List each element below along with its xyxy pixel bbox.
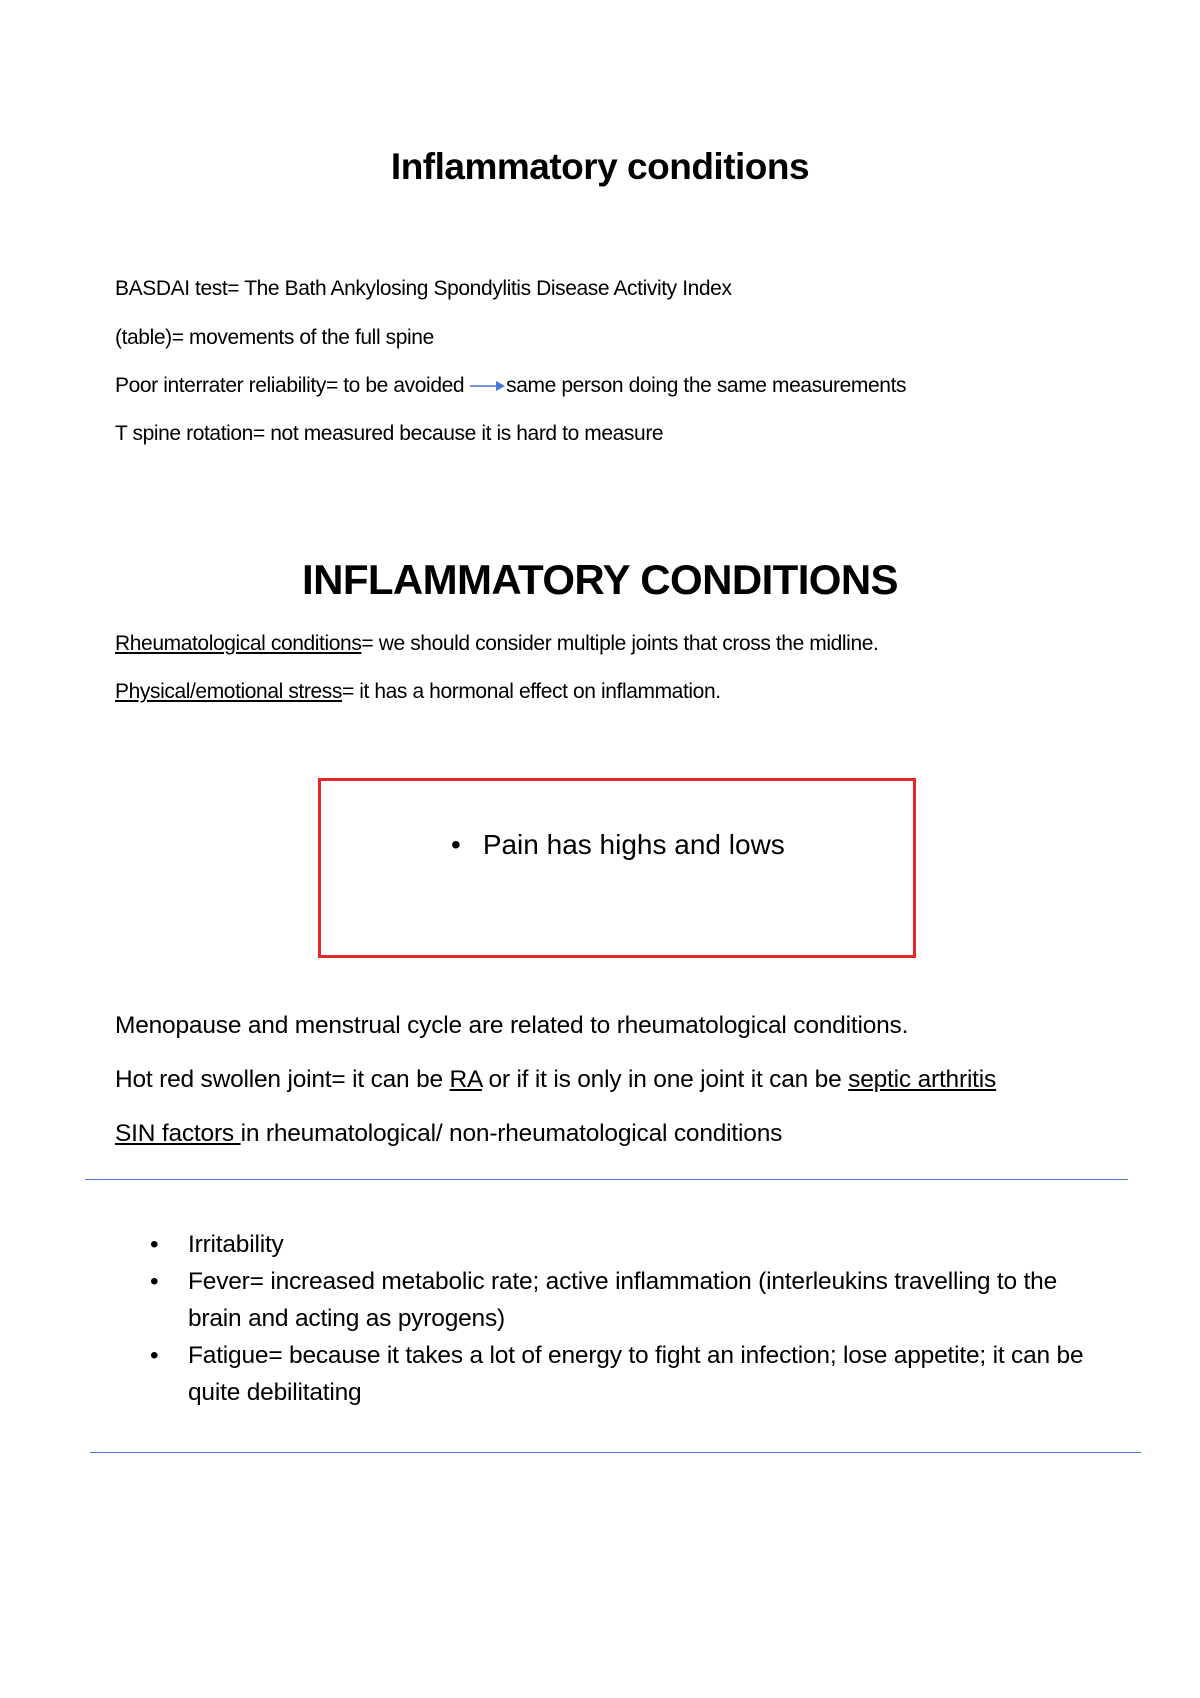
reliability-line	[115, 374, 906, 398]
bullet-icon: •	[451, 829, 461, 860]
sin-line	[115, 1120, 782, 1148]
hot-joint-text: Hot red swollen joint= it can be	[115, 1066, 450, 1093]
stress-line	[115, 680, 721, 704]
list-item-text: Fever= increased metabolic rate; active inflammation (interleukins travelling to the brain and acting as pyrogens)	[188, 1268, 1058, 1332]
divider-top	[85, 1179, 1128, 1180]
reliability-result: same person doing the same measurements	[506, 374, 907, 397]
bullet-icon: •	[150, 1342, 159, 1369]
page-title: Inflammatory conditions	[390, 146, 810, 187]
table-line: (table)= movements of the full spine	[115, 326, 434, 349]
ra-term: RA	[449, 1066, 482, 1093]
section-heading: INFLAMMATORY CONDITIONS	[302, 556, 898, 603]
bullet-icon: •	[150, 1268, 159, 1295]
hot-joint-line	[115, 1066, 996, 1094]
stress-text: = it has a hormonal effect on inflammation.	[341, 680, 721, 703]
sin-text: in rheumatological/ non-rheumatological conditions	[240, 1120, 783, 1147]
list-item	[150, 1263, 1100, 1337]
box-item-text: Pain has highs and lows	[482, 829, 785, 860]
basdai-line: BASDAI test= The Bath Ankylosing Spondylitis Disease Activity Index	[115, 277, 732, 300]
hot-joint-text-2: or if it is only in one joint it can be	[481, 1066, 849, 1093]
rheum-line	[115, 632, 878, 656]
box-bullet-item	[451, 829, 785, 861]
menopause-line: Menopause and menstrual cycle are related to rheumatological conditions.	[115, 1012, 909, 1039]
bullet-icon: •	[150, 1231, 159, 1258]
list-item-text: Fatigue= because it takes a lot of energy to fight an infection; lose appetite; it can be quite debilitating	[188, 1342, 1084, 1406]
reliability-text: Poor interrater reliability= to be avoided	[115, 374, 465, 397]
septic-term: septic arthritis	[848, 1066, 997, 1093]
divider-bottom	[90, 1452, 1141, 1453]
stress-term: Physical/emotional stress	[115, 680, 342, 703]
list-item	[150, 1226, 1100, 1263]
t-spine-line: T spine rotation= not measured because it is hard to measure	[115, 422, 664, 445]
highlight-box	[318, 778, 916, 958]
list-item-text: Irritability	[188, 1231, 284, 1258]
list-item	[150, 1337, 1100, 1411]
rheum-term: Rheumatological conditions	[115, 632, 362, 655]
arrow-right-icon	[468, 379, 506, 393]
rheum-text: = we should consider multiple joints that cross the midline.	[361, 632, 879, 655]
sin-term: SIN factors	[115, 1120, 241, 1147]
symptom-list	[150, 1226, 1100, 1411]
